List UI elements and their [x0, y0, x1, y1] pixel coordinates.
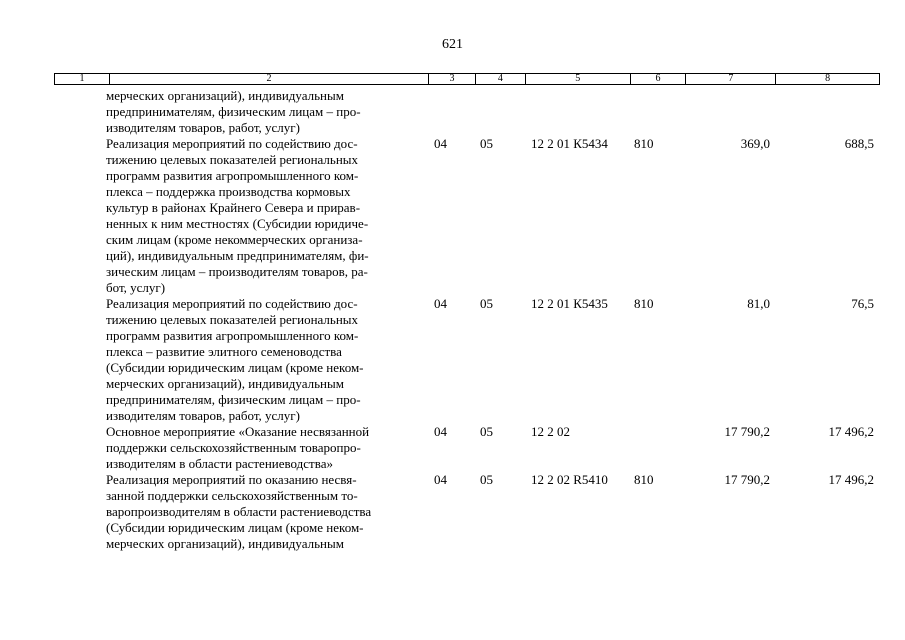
header-col-2: 2 [109, 74, 428, 84]
cell-section: 04 [434, 472, 447, 487]
cell-amount-8: 688,5 [844, 136, 874, 151]
cell-amount-7: 17 790,2 [724, 472, 770, 487]
table-row [54, 88, 880, 136]
cell-expense-type [628, 88, 684, 136]
cell-subsection: 05 [480, 424, 493, 439]
table-row [54, 472, 880, 552]
cell-expense-type: 810 [634, 296, 654, 311]
cell-amount-8: 76,5 [851, 296, 874, 311]
cell-expense-type [628, 424, 684, 472]
cell-target-code [523, 88, 628, 136]
cell-name: Реализация мероприятий по содействию дос- тижению целевых показателей региональных программ развития агропромышленного ком- плекса – развитие элитного семеноводства (Субсидии юридическим лицам (кроме неком- мерческих организаций), индивидуальным предпринимателям, физическим лицам – про- изводителям товаров, работ, услуг) [106, 296, 364, 423]
cell-name: Основное мероприятие «Оказание несвязанной поддержки сельскохозяйственным товаропро- изводителям в области растениеводства» [106, 424, 370, 471]
cell-name: Реализация мероприятий по содействию дос- тижению целевых показателей региональных программ развития агропромышленного ком- плекса – поддержка производства кормовых культур в районах Крайнего Севера и прирав- ненных к ним местностях (Субсидии юридиче- ским лицам (кроме некоммерческих организа- ций), индивидуальным предпринимателям, фи- зическим лицам – производителям товаров, ра- бот, услуг) [106, 136, 369, 295]
cell-amount-8 [774, 88, 878, 136]
cell-amount-7: 81,0 [747, 296, 770, 311]
header-col-6: 6 [630, 74, 686, 84]
cell-section: 04 [434, 136, 447, 151]
header-col-8: 8 [775, 74, 879, 84]
header-col-7: 7 [685, 74, 775, 84]
header-col-5: 5 [525, 74, 630, 84]
cell-expense-type: 810 [634, 472, 654, 487]
cell-amount-7 [684, 88, 774, 136]
cell-amount-7: 17 790,2 [724, 424, 770, 439]
cell-amount-7: 369,0 [740, 136, 770, 151]
cell-subsection: 05 [480, 472, 493, 487]
cell-subsection [473, 88, 523, 136]
table-row [54, 296, 880, 424]
table-row [54, 424, 880, 472]
cell-col-1 [54, 88, 106, 136]
cell-section: 04 [434, 424, 447, 439]
cell-name: Реализация мероприятий по оказанию несвя- занной поддержки сельскохозяйственным то- варопроизводителям в области растениеводства (Субсидии юридическим лицам (кроме неком- мерческих организаций), индивидуальным [106, 472, 372, 551]
cell-subsection: 05 [480, 136, 493, 151]
page-number: 621 [442, 37, 463, 52]
cell-col-1 [54, 296, 106, 424]
table-header-row [54, 73, 880, 85]
table-row [54, 136, 880, 296]
cell-target-code: 12 2 01 К5434 [531, 136, 608, 151]
header-col-1: 1 [79, 73, 85, 84]
cell-section [426, 88, 473, 136]
cell-col-1 [54, 136, 106, 296]
cell-section: 04 [434, 296, 447, 311]
header-col-4: 4 [475, 74, 525, 84]
cell-expense-type: 810 [634, 136, 654, 151]
cell-target-code: 12 2 02 [531, 424, 570, 439]
cell-subsection: 05 [480, 296, 493, 311]
header-col-3: 3 [428, 74, 475, 84]
cell-col-1 [54, 472, 106, 552]
cell-col-1 [54, 424, 106, 472]
cell-target-code: 12 2 01 К5435 [531, 296, 608, 311]
cell-amount-8: 17 496,2 [828, 472, 874, 487]
cell-target-code: 12 2 02 R5410 [531, 472, 608, 487]
cell-amount-8: 17 496,2 [828, 424, 874, 439]
table-body [54, 88, 880, 552]
cell-name: мерческих организаций), индивидуальным предпринимателям, физическим лицам – про- изводителям товаров, работ, услуг) [106, 88, 361, 135]
